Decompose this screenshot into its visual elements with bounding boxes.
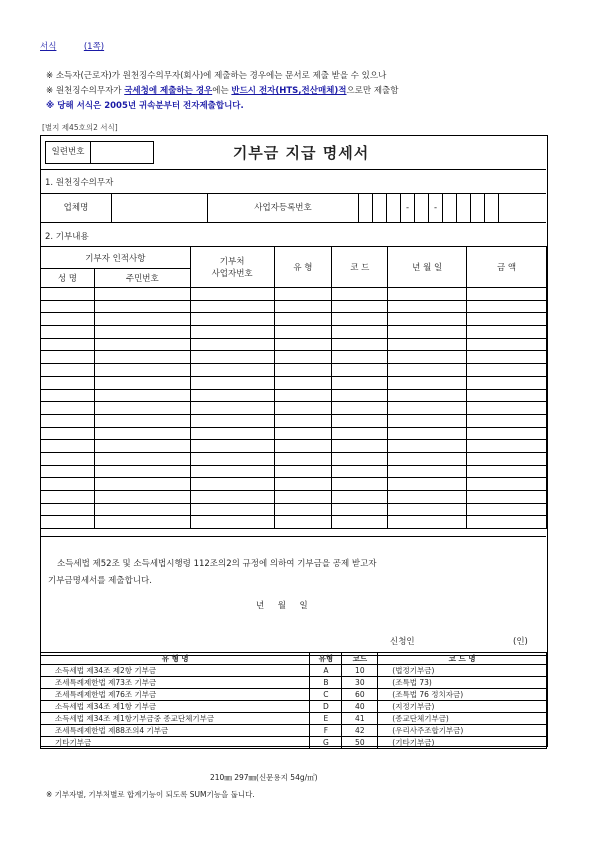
serial-label: 일련번호 xyxy=(46,142,91,163)
table-row xyxy=(41,465,547,478)
amount-cell[interactable] xyxy=(467,516,547,529)
code-row xyxy=(41,689,547,701)
company-row xyxy=(41,193,546,223)
bizno-digit-box[interactable] xyxy=(373,194,387,222)
title-row xyxy=(41,136,546,170)
code-cell[interactable] xyxy=(332,491,388,504)
date-cell[interactable] xyxy=(388,465,467,478)
code-cell[interactable] xyxy=(332,503,388,516)
amount-cell[interactable] xyxy=(467,491,547,504)
recipient-cell[interactable] xyxy=(190,414,274,427)
date-cell[interactable] xyxy=(388,427,467,440)
date-cell[interactable] xyxy=(388,326,467,339)
code-cell[interactable] xyxy=(332,465,388,478)
code-cell[interactable] xyxy=(332,313,388,326)
recipient-cell[interactable] xyxy=(190,326,274,339)
date-cell[interactable] xyxy=(388,414,467,427)
recipient-header xyxy=(190,247,274,288)
id-no-cell[interactable] xyxy=(94,351,190,364)
code-row-type: A xyxy=(310,665,342,677)
amount-cell[interactable] xyxy=(467,338,547,351)
code-cell[interactable] xyxy=(332,427,388,440)
code-cell[interactable] xyxy=(332,402,388,415)
name-header: 성 명 xyxy=(41,269,95,288)
applicant-seal[interactable]: (인) xyxy=(513,637,528,647)
recipient-cell[interactable] xyxy=(190,288,274,301)
amount-cell[interactable] xyxy=(467,376,547,389)
recipient-cell[interactable] xyxy=(190,440,274,453)
form-label xyxy=(40,40,104,52)
code-row-name: 조세특례제한법 제73조 기부금 xyxy=(41,677,310,689)
type-cell[interactable] xyxy=(274,364,332,377)
name-cell[interactable] xyxy=(41,427,95,440)
footnote: ※ 기부자별, 기부처별로 합계기능이 되도록 SUM기능을 둡니다. xyxy=(46,790,255,799)
recipient-cell[interactable] xyxy=(190,364,274,377)
code-cell[interactable] xyxy=(332,288,388,301)
code-row-type: D xyxy=(310,701,342,713)
code-row-type: E xyxy=(310,713,342,725)
name-cell[interactable] xyxy=(41,288,95,301)
amount-cell[interactable] xyxy=(467,300,547,313)
code-row-codename: (우리사주조합기부금) xyxy=(378,725,547,737)
recipient-cell[interactable] xyxy=(190,427,274,440)
table-row xyxy=(41,427,547,440)
code-row-name: 소득세법 제34조 제1항 기부금 xyxy=(41,701,310,713)
recipient-cell[interactable] xyxy=(190,300,274,313)
date-cell[interactable] xyxy=(388,338,467,351)
date-cell[interactable] xyxy=(388,503,467,516)
recipient-cell[interactable] xyxy=(190,452,274,465)
amount-cell[interactable] xyxy=(467,288,547,301)
recipient-cell[interactable] xyxy=(190,313,274,326)
bizno-digit-box[interactable] xyxy=(471,194,485,222)
type-cell[interactable] xyxy=(274,338,332,351)
table-row xyxy=(41,452,547,465)
name-cell[interactable] xyxy=(41,351,95,364)
code-rows xyxy=(41,665,547,749)
id-no-cell[interactable] xyxy=(94,491,190,504)
notice-text: 에는 xyxy=(212,86,232,96)
name-cell[interactable] xyxy=(41,491,95,504)
type-header: 유 형 xyxy=(274,247,332,288)
code-cell[interactable] xyxy=(332,389,388,402)
code-cell[interactable] xyxy=(332,338,388,351)
amount-cell[interactable] xyxy=(467,503,547,516)
name-cell[interactable] xyxy=(41,389,95,402)
name-cell[interactable] xyxy=(41,326,95,339)
table-row xyxy=(41,402,547,415)
table-row xyxy=(41,338,547,351)
name-cell[interactable] xyxy=(41,414,95,427)
name-cell[interactable] xyxy=(41,300,95,313)
id-no-cell[interactable] xyxy=(94,364,190,377)
bizno-digit-box[interactable] xyxy=(359,194,373,222)
bizno-field[interactable] xyxy=(359,194,499,222)
code-row-codename: (조특법 76 정치자금) xyxy=(378,689,547,701)
notice-text: ※ 원천징수의무자가 xyxy=(46,86,125,96)
table-row xyxy=(41,288,547,301)
code-row-type: F xyxy=(310,725,342,737)
code-row xyxy=(41,725,547,737)
type-cell[interactable] xyxy=(274,313,332,326)
amount-cell[interactable] xyxy=(467,440,547,453)
code-header: 코 드 xyxy=(332,247,388,288)
code-row-name: 조세특례제한법 제76조 기부금 xyxy=(41,689,310,701)
name-cell[interactable] xyxy=(41,503,95,516)
type-name-header: 유 형 명 xyxy=(41,653,310,665)
code-row xyxy=(41,737,547,749)
id-no-cell[interactable] xyxy=(94,414,190,427)
id-no-cell[interactable] xyxy=(94,440,190,453)
id-no-cell[interactable] xyxy=(94,503,190,516)
recipient-cell[interactable] xyxy=(190,338,274,351)
name-cell[interactable] xyxy=(41,338,95,351)
serial-box xyxy=(45,141,154,164)
section1-title: 1. 원천징수의무자 xyxy=(45,178,114,188)
name-cell[interactable] xyxy=(41,376,95,389)
code-row-code: 30 xyxy=(342,677,378,689)
id-no-cell[interactable] xyxy=(94,338,190,351)
page-title: 기부금 지급 명세서 xyxy=(232,144,370,162)
code-cell[interactable] xyxy=(332,326,388,339)
type-cell[interactable] xyxy=(274,503,332,516)
name-cell[interactable] xyxy=(41,402,95,415)
code-cell[interactable] xyxy=(332,376,388,389)
code-row xyxy=(41,713,547,725)
date-cell[interactable] xyxy=(388,351,467,364)
id-no-cell[interactable] xyxy=(94,465,190,478)
declaration-text-2: 기부금명세서를 제출합니다. xyxy=(48,576,152,586)
code-cell[interactable] xyxy=(332,478,388,491)
recipient-cell[interactable] xyxy=(190,465,274,478)
amount-cell[interactable] xyxy=(467,427,547,440)
bizno-digit-box[interactable] xyxy=(457,194,471,222)
type-header: 유형 xyxy=(310,653,342,665)
notice-text: 으로만 제출함 xyxy=(346,86,399,96)
code-header: 코드 xyxy=(342,653,378,665)
code-row-name: 기타기부금 xyxy=(41,737,310,749)
code-table xyxy=(40,652,547,749)
company-label: 업체명 xyxy=(41,194,112,222)
code-row-name: 소득세법 제34조 제1항기부금중 종교단체기부금 xyxy=(41,713,310,725)
declaration-text-1: 소득세법 제52조 및 소득세법시행령 112조의2의 규정에 의하여 기부금을 공제 받고자 xyxy=(57,559,377,569)
type-cell[interactable] xyxy=(274,300,332,313)
date-cell[interactable] xyxy=(388,452,467,465)
date-cell[interactable] xyxy=(388,300,467,313)
type-cell[interactable] xyxy=(274,414,332,427)
date-cell[interactable] xyxy=(388,402,467,415)
recipient-cell[interactable] xyxy=(190,491,274,504)
table-row xyxy=(41,326,547,339)
name-cell[interactable] xyxy=(41,516,95,529)
recipient-cell[interactable] xyxy=(190,503,274,516)
type-cell[interactable] xyxy=(274,516,332,529)
name-cell[interactable] xyxy=(41,313,95,326)
id-no-cell[interactable] xyxy=(94,516,190,529)
notice-line-1 xyxy=(46,69,566,84)
date-cell[interactable] xyxy=(388,389,467,402)
table-row xyxy=(41,300,547,313)
recipient-cell[interactable] xyxy=(190,376,274,389)
code-row-code: 50 xyxy=(342,737,378,749)
table-row xyxy=(41,313,547,326)
amount-cell[interactable] xyxy=(467,414,547,427)
amount-cell[interactable] xyxy=(467,452,547,465)
amount-cell[interactable] xyxy=(467,313,547,326)
code-name-header: 코 드 명 xyxy=(378,653,547,665)
code-row-type: B xyxy=(310,677,342,689)
code-row xyxy=(41,701,547,713)
date-cell[interactable] xyxy=(388,491,467,504)
notice-emphasis: 반드시 전자(HTS,전산매체)적 xyxy=(231,86,347,96)
code-row-code: 42 xyxy=(342,725,378,737)
code-cell[interactable] xyxy=(332,440,388,453)
id-no-cell[interactable] xyxy=(94,300,190,313)
table-row xyxy=(41,414,547,427)
type-cell[interactable] xyxy=(274,288,332,301)
table-row xyxy=(41,478,547,491)
type-cell[interactable] xyxy=(274,452,332,465)
type-cell[interactable] xyxy=(274,440,332,453)
amount-cell[interactable] xyxy=(467,364,547,377)
code-row-name: 조세특례제한법 제88조의4 기부금 xyxy=(41,725,310,737)
bizno-label: 사업자등록번호 xyxy=(208,194,359,222)
notice-line-3 xyxy=(46,99,566,114)
notice-emphasis: 국세청에 제출하는 경우 xyxy=(124,86,213,96)
id-no-cell[interactable] xyxy=(94,288,190,301)
name-cell[interactable] xyxy=(41,452,95,465)
recipient-cell[interactable] xyxy=(190,389,274,402)
name-cell[interactable] xyxy=(41,478,95,491)
code-cell[interactable] xyxy=(332,364,388,377)
code-cell[interactable] xyxy=(332,414,388,427)
type-cell[interactable] xyxy=(274,326,332,339)
recipient-cell[interactable] xyxy=(190,516,274,529)
declaration-block xyxy=(41,536,546,656)
company-field[interactable] xyxy=(112,194,208,222)
recipient-header-line1: 기부처 xyxy=(219,257,245,267)
table-row xyxy=(41,364,547,377)
donation-table xyxy=(40,246,547,529)
form-reference: [별지 제45호의2 서식] xyxy=(42,123,118,132)
code-row-type: C xyxy=(310,689,342,701)
recipient-cell[interactable] xyxy=(190,351,274,364)
notice-emphasis: ※ 당해 서식은 2005년 귀속분부터 전자제출합니다. xyxy=(46,101,244,111)
table-row xyxy=(41,351,547,364)
code-row-codename: (기타기부금) xyxy=(378,737,547,749)
form-frame xyxy=(40,135,548,747)
date-cell[interactable] xyxy=(388,478,467,491)
notice-text: ※ 소득자(근로자)가 원천징수의무자(회사)에 제출하는 경우에는 문서로 제출 받을 수 있으나 xyxy=(46,71,387,81)
id-no-cell[interactable] xyxy=(94,452,190,465)
recipient-header-line2: 사업자번호 xyxy=(211,269,253,279)
date-cell[interactable] xyxy=(388,313,467,326)
id-no-cell[interactable] xyxy=(94,427,190,440)
table-row xyxy=(41,389,547,402)
date-cell[interactable] xyxy=(388,516,467,529)
amount-cell[interactable] xyxy=(467,326,547,339)
code-row-code: 60 xyxy=(342,689,378,701)
id-no-cell[interactable] xyxy=(94,326,190,339)
id-no-cell[interactable] xyxy=(94,402,190,415)
paper-size: 210㎜ 297㎜(신문용지 54g/㎡) xyxy=(210,773,318,782)
type-cell[interactable] xyxy=(274,376,332,389)
table-row xyxy=(41,376,547,389)
code-row xyxy=(41,665,547,677)
bizno-digit-box[interactable] xyxy=(387,194,401,222)
code-row-code: 40 xyxy=(342,701,378,713)
bizno-digit-box[interactable]: - xyxy=(429,194,443,222)
date-cell[interactable] xyxy=(388,288,467,301)
serial-number-field[interactable] xyxy=(91,142,153,163)
table-row xyxy=(41,440,547,453)
code-row-code: 10 xyxy=(342,665,378,677)
id-no-header: 주민번호 xyxy=(94,269,190,288)
type-cell[interactable] xyxy=(274,465,332,478)
code-row-type: G xyxy=(310,737,342,749)
form-word: 서식 xyxy=(40,42,57,52)
applicant-label: 신청인 xyxy=(390,637,415,647)
table-row xyxy=(41,491,547,504)
bizno-digit-box[interactable] xyxy=(485,194,499,222)
name-cell[interactable] xyxy=(41,364,95,377)
code-row-codename: (법정기부금) xyxy=(378,665,547,677)
table-row xyxy=(41,516,547,529)
type-cell[interactable] xyxy=(274,351,332,364)
page-number: (1쪽) xyxy=(83,42,105,52)
code-row-codename: (지정기부금) xyxy=(378,701,547,713)
section2-title: 2. 기부내용 xyxy=(45,232,89,242)
amount-cell[interactable] xyxy=(467,402,547,415)
code-row-code: 41 xyxy=(342,713,378,725)
date-cell[interactable] xyxy=(388,440,467,453)
bizno-digit-box[interactable] xyxy=(443,194,457,222)
code-row-codename: (종교단체기부금) xyxy=(378,713,547,725)
amount-cell[interactable] xyxy=(467,389,547,402)
code-cell[interactable] xyxy=(332,300,388,313)
code-row xyxy=(41,677,547,689)
code-row-name: 소득세법 제34조 제2항 기부금 xyxy=(41,665,310,677)
recipient-cell[interactable] xyxy=(190,402,274,415)
notice-block xyxy=(46,69,566,114)
notice-line-2 xyxy=(46,84,566,99)
declaration-date: 년 월 일 xyxy=(256,601,308,611)
code-cell[interactable] xyxy=(332,516,388,529)
type-cell[interactable] xyxy=(274,427,332,440)
amount-cell[interactable] xyxy=(467,351,547,364)
type-cell[interactable] xyxy=(274,389,332,402)
date-cell[interactable] xyxy=(388,376,467,389)
entry-rows xyxy=(41,288,547,529)
bizno-digit-box[interactable]: - xyxy=(401,194,415,222)
donor-info-header: 기부자 인적사항 xyxy=(41,247,191,269)
type-cell[interactable] xyxy=(274,491,332,504)
code-row-codename: (조특법 73) xyxy=(378,677,547,689)
recipient-cell[interactable] xyxy=(190,478,274,491)
code-cell[interactable] xyxy=(332,452,388,465)
id-no-cell[interactable] xyxy=(94,478,190,491)
amount-header: 금 액 xyxy=(467,247,547,288)
amount-cell[interactable] xyxy=(467,478,547,491)
type-cell[interactable] xyxy=(274,402,332,415)
type-cell[interactable] xyxy=(274,478,332,491)
id-no-cell[interactable] xyxy=(94,313,190,326)
id-no-cell[interactable] xyxy=(94,389,190,402)
name-cell[interactable] xyxy=(41,440,95,453)
name-cell[interactable] xyxy=(41,465,95,478)
date-header: 년 월 일 xyxy=(388,247,467,288)
code-cell[interactable] xyxy=(332,351,388,364)
id-no-cell[interactable] xyxy=(94,376,190,389)
bizno-digit-box[interactable] xyxy=(415,194,429,222)
amount-cell[interactable] xyxy=(467,465,547,478)
date-cell[interactable] xyxy=(388,364,467,377)
table-row xyxy=(41,503,547,516)
